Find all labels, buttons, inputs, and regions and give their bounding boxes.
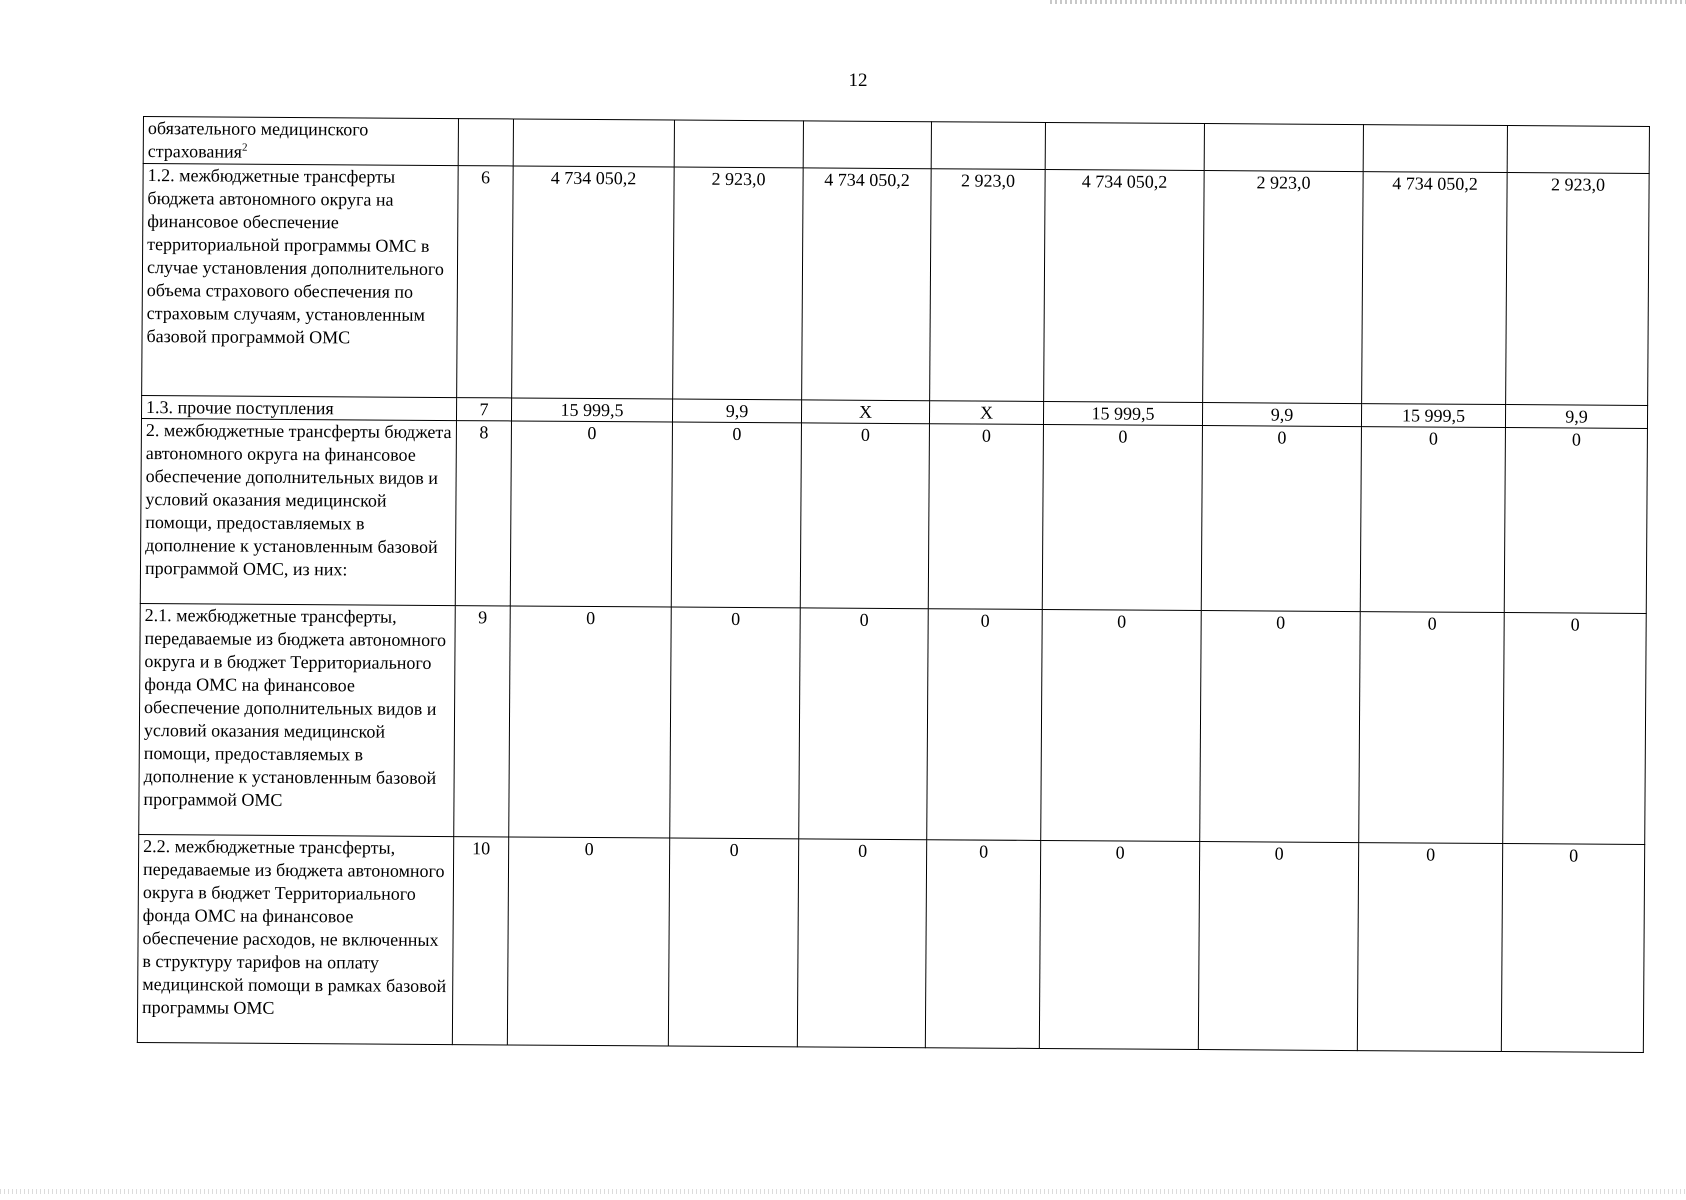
value-cell: 0 <box>925 840 1040 1049</box>
value-cell: 0 <box>1198 842 1358 1051</box>
row-label: 1.2. межбюджетные трансферты бюджета автономного округа на финансовое обеспечение территориальной программы ОМС в случае установления дополнительного объема страхового обеспечения по страховым случаям, установленным базовой программой ОМС <box>142 164 459 398</box>
row-code: 9 <box>454 606 511 837</box>
value-cell: 9,9 <box>1202 403 1361 427</box>
value-cell <box>1363 125 1507 173</box>
row-label: 2.1. межбюджетные трансферты, передаваемые из бюджета автономного округа и в бюджет Территориального фонда ОМС на финансовое обеспечение дополнительных видов и условий оказания медицинской помощи, предоставляемых в дополнение к установленным базовой программой ОМС <box>139 603 456 836</box>
value-cell: 2 923,0 <box>1203 171 1364 404</box>
value-cell <box>1507 126 1649 174</box>
value-cell: 0 <box>1503 613 1647 845</box>
value-cell <box>674 120 803 168</box>
value-cell: 0 <box>670 607 801 839</box>
value-cell: 2 923,0 <box>930 169 1046 402</box>
value-cell: 9,9 <box>1505 405 1647 429</box>
value-cell: 4 734 050,2 <box>1362 172 1508 405</box>
value-cell: 0 <box>510 421 672 607</box>
page-number: 12 <box>848 70 868 91</box>
scan-artifact-top <box>1050 0 1686 4</box>
value-cell: 15 999,5 <box>1043 401 1202 425</box>
table-row <box>140 418 1647 613</box>
row-label: обязательного медицинского страхования$^2$ <box>143 117 458 166</box>
value-cell: 15 999,5 <box>511 398 672 422</box>
value-cell: 0 <box>800 423 929 609</box>
value-cell: 0 <box>928 424 1043 610</box>
row-code: 10 <box>452 837 508 1045</box>
row-code: 7 <box>456 398 511 421</box>
value-cell: 15 999,5 <box>1361 404 1505 428</box>
value-cell: 0 <box>1360 427 1505 613</box>
value-cell: 0 <box>1357 843 1502 1052</box>
value-cell: 0 <box>1041 609 1202 841</box>
value-cell: X <box>929 401 1043 425</box>
row-label: 2. межбюджетные трансферты бюджета автономного округа на финансовое обеспечение дополнительных видов и условий оказания медицинской помощи, предоставляемых в дополнение к установленным базовой программой ОМС, из них: <box>140 418 456 605</box>
value-cell: 0 <box>509 606 672 838</box>
value-cell: 0 <box>671 422 801 608</box>
value-cell <box>931 122 1045 170</box>
row-label: 2.2. межбюджетные трансферты, передаваемые из бюджета автономного округа в бюджет Территориального фонда ОМС на финансовое обеспечение расходов, не включенных в структуру тарифов на оплату медицинской помощи в рамках базовой программы ОМС <box>137 834 453 1044</box>
value-cell <box>803 121 931 169</box>
row-code: 6 <box>457 166 514 398</box>
value-cell: 0 <box>1039 840 1199 1049</box>
value-cell: 0 <box>507 837 669 1046</box>
value-cell: 4 734 050,2 <box>802 168 932 401</box>
value-cell: 2 923,0 <box>1506 173 1650 406</box>
value-cell: X <box>801 400 929 424</box>
value-cell: 2 923,0 <box>673 167 804 400</box>
value-cell: 0 <box>1501 844 1644 1053</box>
row-code: 8 <box>455 421 511 606</box>
value-cell: 0 <box>1200 611 1361 843</box>
scan-artifact-bottom <box>0 1189 1686 1194</box>
value-cell <box>1045 122 1204 170</box>
value-cell: 0 <box>1042 424 1202 610</box>
table-row <box>142 164 1650 406</box>
value-cell: 0 <box>1504 428 1647 614</box>
value-cell: 0 <box>668 838 798 1047</box>
value-cell <box>513 119 674 167</box>
value-cell: 0 <box>799 608 929 840</box>
value-cell: 4 734 050,2 <box>1044 169 1205 402</box>
table-row <box>139 603 1646 844</box>
footnote-mark: 2 <box>241 141 248 154</box>
value-cell: 9,9 <box>672 399 801 423</box>
value-cell: 0 <box>1359 612 1505 844</box>
financing-table <box>137 116 1650 1053</box>
value-cell: 4 734 050,2 <box>512 166 675 399</box>
row-code <box>458 119 513 166</box>
value-cell: 0 <box>1201 426 1361 612</box>
table-row <box>137 834 1644 1052</box>
value-cell: 0 <box>797 839 926 1048</box>
value-cell: 0 <box>927 609 1043 841</box>
row-label: 1.3. прочие поступления <box>141 395 456 420</box>
value-cell <box>1204 124 1363 172</box>
